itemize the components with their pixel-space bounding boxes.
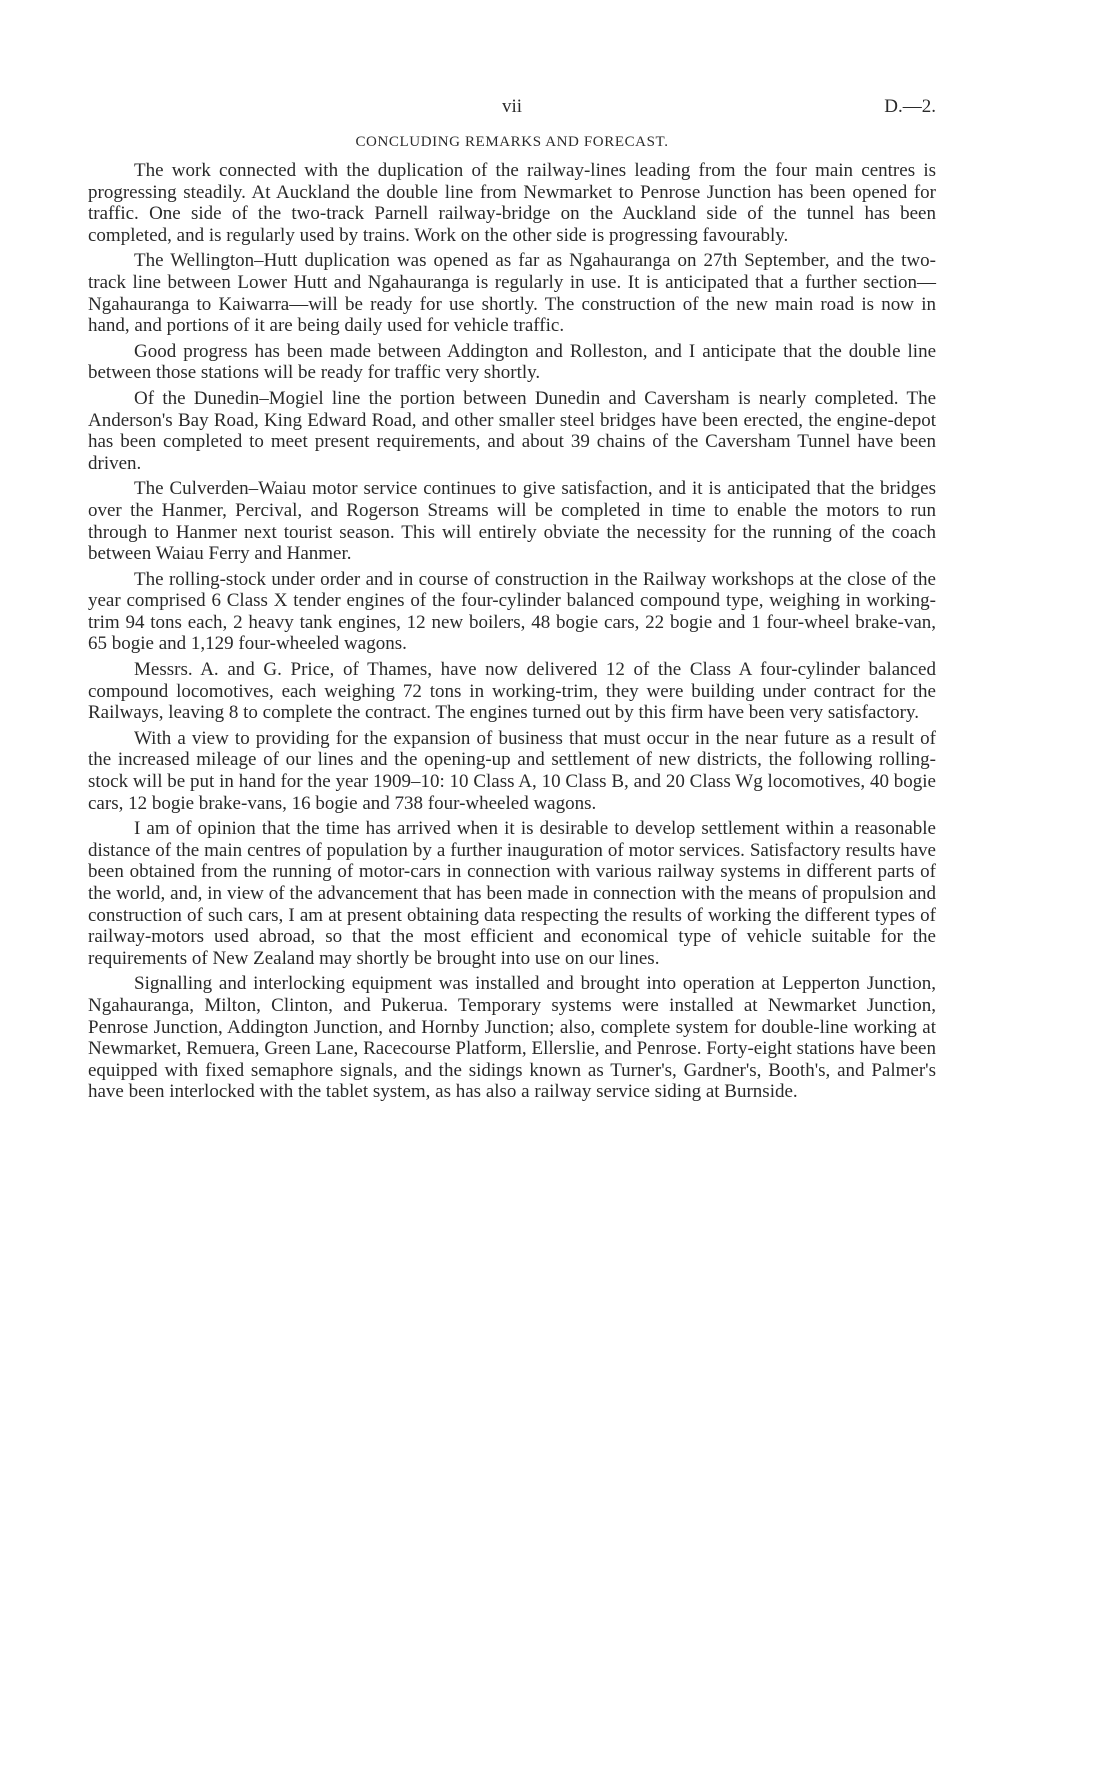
paragraph-expansion: With a view to providing for the expansion of business that must occur in the near future as a result of the increased mileage of our lines and the opening-up and settlement of new districts, the following rolling-stock will be put in hand for the year 1909–10: 10 Class A, 10 Class B, and 20 Class Wg locomotives, 40 bogie cars, 12 bogie brake-vans, 16 bogie and 738 four-wheeled wagons. bbox=[88, 727, 936, 814]
paragraph-rolling-stock-order: The rolling-stock under order and in course of construction in the Railway workshops at the close of the year comprised 6 Class X tender engines of the four-cylinder balanced compound type, weighing in working-trim 94 tons each, 2 heavy tank engines, 12 new boilers, 48 bogie cars, 22 bogie and 1 four-wheel brake-van, 65 bogie and 1,129 four-wheeled wagons. bbox=[88, 568, 936, 655]
document-reference: D.—2. bbox=[884, 96, 936, 117]
paragraph-price-thames: Messrs. A. and G. Price, of Thames, have now delivered 12 of the Class A four-cylinder balanced compound locomotives, each weighing 72 tons in working-trim, they were building under contract for the Railways, leaving 8 to complete the contract. The engines turned out by this firm have been very satisfactory. bbox=[88, 659, 936, 724]
paragraph-dunedin-mogiel: Of the Dunedin–Mogiel line the portion between Dunedin and Caversham is nearly completed. The Anderson's Bay Road, King Edward Road, and other smaller steel bridges have been erected, the engine-depot has been completed to meet present requirements, and about 39 chains of the Caversham Tunnel have been driven. bbox=[88, 387, 936, 474]
page-header bbox=[88, 96, 936, 122]
paragraph-motor-services: I am of opinion that the time has arrived when it is desirable to develop settlement within a reasonable distance of the main centres of population by a further inauguration of motor services. Satisfactory results have been obtained from the running of motor-cars in connection with various railway systems in different parts of the world, and, in view of the advancement that has been made in connection with the means of propulsion and construction of such cars, I am at present obtaining data respecting the results of working the different types of railway-motors used abroad, so that the most efficient and economical type of vehicle suitable for the requirements of New Zealand may shortly be brought into use on our lines. bbox=[88, 818, 936, 969]
paragraph-signalling: Signalling and interlocking equipment was installed and brought into operation at Lepperton Junction, Ngahauranga, Milton, Clinton, and Pukerua. Temporary systems were installed at Newmarket Junction, Penrose Junction, Addington Junction, and Hornby Junction; also, complete system for double-line working at Newmarket, Remuera, Green Lane, Racecourse Platform, Ellerslie, and Penrose. Forty-eight stations have been equipped with fixed semaphore signals, and the sidings known as Turner's, Gardner's, Booth's, and Palmer's have been interlocked with the tablet system, as has also a railway service siding at Burnside. bbox=[88, 973, 936, 1103]
section-title: CONCLUDING REMARKS AND FORECAST. bbox=[355, 134, 669, 150]
paragraph-addington-rolleston: Good progress has been made between Addington and Rolleston, and I anticipate that the double line between those stations will be ready for traffic very shortly. bbox=[88, 340, 936, 384]
paragraph-culverden-waiau: The Culverden–Waiau motor service continues to give satisfaction, and it is anticipated that the bridges over the Hanmer, Percival, and Rogerson Streams will be completed in time to enable the motors to run through to Hanmer next tourist season. This will entirely obviate the necessity for the running of the coach between Waiau Ferry and Hanmer. bbox=[88, 478, 936, 565]
body-text bbox=[88, 160, 936, 1107]
paragraph-wellington-hutt: The Wellington–Hutt duplication was opened as far as Ngahauranga on 27th September, and the two-track line between Lower Hutt and Ngahauranga is regularly in use. It is anticipated that a further section—Ngahauranga to Kaiwarra—will be ready for use shortly. The construction of the new main road is now in hand, and portions of it are being daily used for vehicle traffic. bbox=[88, 250, 936, 337]
paragraph-duplication: The work connected with the duplication of the railway-lines leading from the four main centres is progressing steadily. At Auckland the double line from Newmarket to Penrose Junction has been opened for traffic. One side of the two-track Parnell railway-bridge on the Auckland side of the tunnel has been completed, and is regularly used by trains. Work on the other side is progressing favourably. bbox=[88, 160, 936, 246]
page-number: vii bbox=[501, 96, 523, 117]
